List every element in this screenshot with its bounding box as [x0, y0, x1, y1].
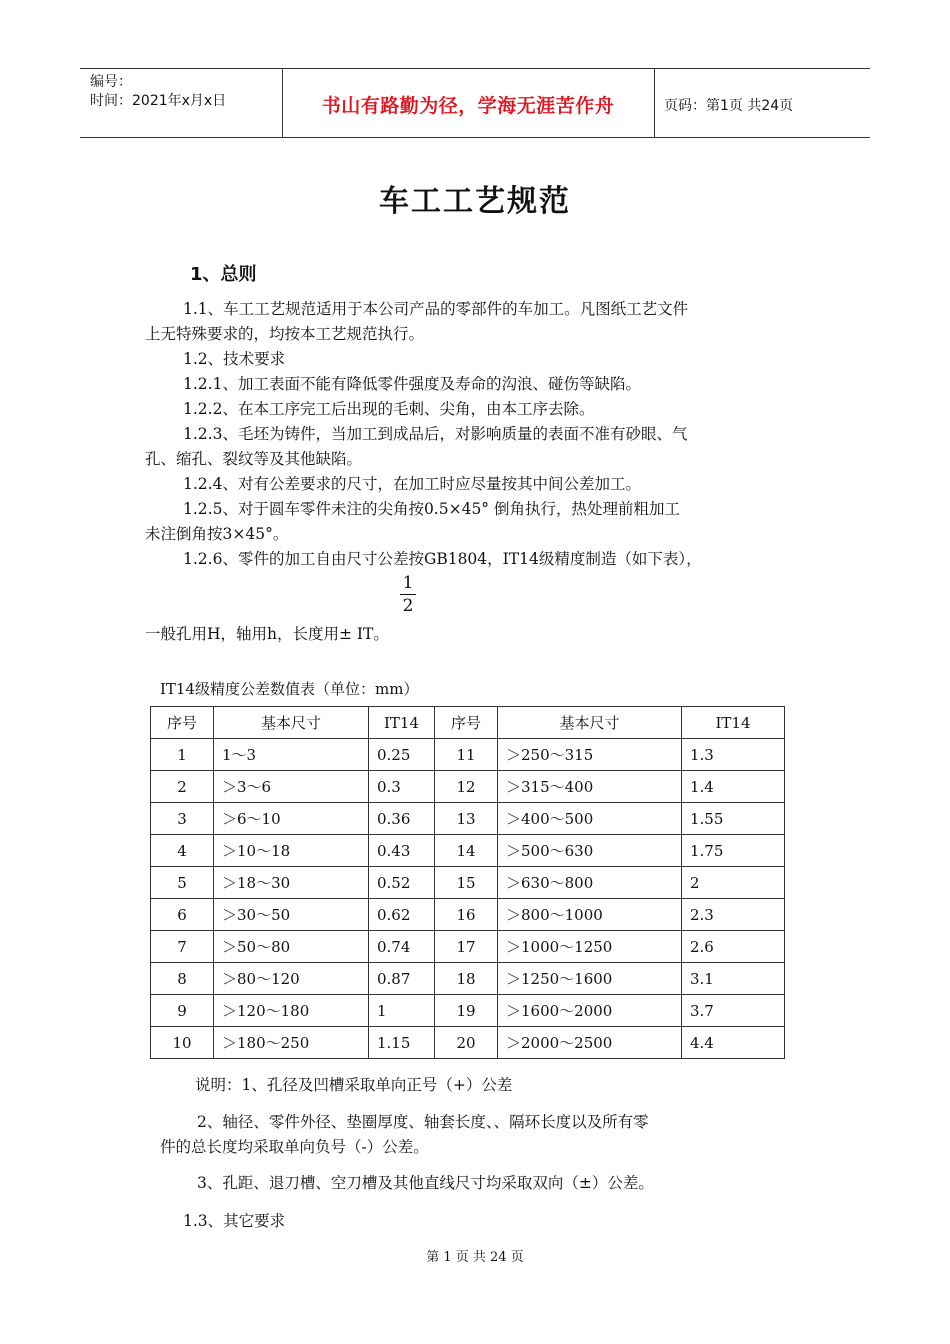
- table-cell: ＞80～120: [214, 963, 369, 995]
- table-cell: 0.52: [369, 867, 435, 899]
- table-header-cell: IT14: [369, 707, 435, 739]
- table-cell: 20: [435, 1027, 498, 1059]
- table-cell: 15: [435, 867, 498, 899]
- note-1: 说明：1、孔径及凹槽采取单向正号（+）公差: [195, 1076, 513, 1094]
- tolerance-table: [150, 706, 785, 1059]
- table-header-row: [151, 707, 785, 739]
- text-line: 孔、缩孔、裂纹等及其他缺陷。: [145, 450, 363, 468]
- note-2b: 件的总长度均采取单向负号（-）公差。: [160, 1138, 429, 1156]
- table-cell: 5: [151, 867, 214, 899]
- table-row: [151, 995, 785, 1027]
- code-label: 编号：: [90, 74, 132, 90]
- table-cell: ＞2000～2500: [498, 1027, 682, 1059]
- text-line: 1.2.6、零件的加工自由尺寸公差按GB1804，IT14级精度制造（如下表），: [183, 550, 702, 568]
- table-cell: ＞30～50: [214, 899, 369, 931]
- page-title: 车工工艺规范: [379, 184, 571, 219]
- paragraph-1-2-6-cont: [145, 622, 810, 647]
- table-cell: 1.75: [682, 835, 785, 867]
- table-cell: 19: [435, 995, 498, 1027]
- text-line: 1.1、车工工艺规范适用于本公司产品的零部件的车加工。凡图纸工艺文件: [183, 300, 689, 318]
- text-line: 未注倒角按3×45°。: [145, 525, 289, 543]
- table-cell: ＞10～18: [214, 835, 369, 867]
- table-cell: 10: [151, 1027, 214, 1059]
- table-cell: 2: [682, 867, 785, 899]
- text-line: 1.2.4、对有公差要求的尺寸，在加工时应尽量按其中间公差加工。: [183, 475, 641, 493]
- table-cell: 1: [151, 739, 214, 771]
- paragraph-1-1: [145, 297, 810, 347]
- table-cell: 1.55: [682, 803, 785, 835]
- time-label: 时间：2021年x月x日: [90, 93, 227, 109]
- text-line: 1.2.1、加工表面不能有降低零件强度及寿命的沟浪、碰伤等缺陷。: [183, 375, 641, 393]
- table-cell: 0.3: [369, 771, 435, 803]
- header-meta: [90, 73, 280, 111]
- table-cell: 0.36: [369, 803, 435, 835]
- note-2a: 2、轴径、零件外径、垫圈厚度、轴套长度、、隔环长度以及所有零: [197, 1113, 649, 1131]
- table-cell: 1.4: [682, 771, 785, 803]
- header-page-info: 页码：第1页 共24页: [664, 98, 794, 114]
- table-cell: 16: [435, 899, 498, 931]
- table-cell: 3.7: [682, 995, 785, 1027]
- table-row: [151, 899, 785, 931]
- table-cell: 0.74: [369, 931, 435, 963]
- table-cell: 0.62: [369, 899, 435, 931]
- table-cell: 14: [435, 835, 498, 867]
- table-row: [151, 739, 785, 771]
- text-line: 1.2.2、在本工序完工后出现的毛刺、尖角，由本工序去除。: [183, 400, 595, 418]
- table-row: [151, 963, 785, 995]
- table-cell: 3: [151, 803, 214, 835]
- table-caption: IT14级精度公差数值表（单位：mm）: [160, 680, 419, 698]
- table-cell: 1～3: [214, 739, 369, 771]
- table-cell: 2.3: [682, 899, 785, 931]
- table-cell: 1: [369, 995, 435, 1027]
- table-header-cell: IT14: [682, 707, 785, 739]
- page-footer: 第 1 页 共 24 页: [426, 1250, 524, 1265]
- document-header: [80, 68, 870, 138]
- table-cell: 12: [435, 771, 498, 803]
- table-header-cell: 序号: [151, 707, 214, 739]
- table-cell: 3.1: [682, 963, 785, 995]
- fraction-numerator: 1: [402, 573, 414, 593]
- table-cell: ＞1600～2000: [498, 995, 682, 1027]
- table-cell: ＞18～30: [214, 867, 369, 899]
- table-cell: 7: [151, 931, 214, 963]
- note-3: 3、孔距、退刀槽、空刀槽及其他直线尺寸均采取双向（±）公差。: [197, 1174, 654, 1192]
- table-cell: ＞50～80: [214, 931, 369, 963]
- table-cell: 2: [151, 771, 214, 803]
- header-divider: [654, 69, 655, 137]
- table-cell: ＞180～250: [214, 1027, 369, 1059]
- table-cell: ＞120～180: [214, 995, 369, 1027]
- text-line: 1.2、技术要求: [183, 350, 286, 368]
- table-cell: ＞630～800: [498, 867, 682, 899]
- table-row: [151, 867, 785, 899]
- table-cell: 8: [151, 963, 214, 995]
- table-header-cell: 序号: [435, 707, 498, 739]
- table-cell: 9: [151, 995, 214, 1027]
- table-cell: ＞3～6: [214, 771, 369, 803]
- table-cell: 0.43: [369, 835, 435, 867]
- table-cell: ＞315～400: [498, 771, 682, 803]
- text-line: 1.2.5、对于圆车零件未注的尖角按0.5×45° 倒角执行，热处理前粗加工: [183, 500, 680, 518]
- table-cell: ＞6～10: [214, 803, 369, 835]
- text-line: 上无特殊要求的，均按本工艺规范执行。: [145, 325, 425, 343]
- paragraph-1-2: [145, 347, 810, 572]
- table-cell: 13: [435, 803, 498, 835]
- table-cell: ＞800～1000: [498, 899, 682, 931]
- table-cell: 0.87: [369, 963, 435, 995]
- table-cell: 4.4: [682, 1027, 785, 1059]
- table-row: [151, 931, 785, 963]
- table-cell: 0.25: [369, 739, 435, 771]
- table-header-cell: 基本尺寸: [214, 707, 369, 739]
- table-cell: 11: [435, 739, 498, 771]
- table-cell: ＞1250～1600: [498, 963, 682, 995]
- table-row: [151, 771, 785, 803]
- table-cell: ＞400～500: [498, 803, 682, 835]
- table-cell: 18: [435, 963, 498, 995]
- table-row: [151, 835, 785, 867]
- fraction-half: [398, 572, 418, 617]
- table-cell: 1.3: [682, 739, 785, 771]
- text-line: 一般孔用H，轴用h，长度用± IT。: [145, 625, 389, 643]
- text-line: 1.2.3、毛坯为铸件，当加工到成品后，对影响质量的表面不准有砂眼、气: [183, 425, 688, 443]
- header-motto: 书山有路勤为径，学海无涯苦作舟: [321, 95, 615, 117]
- table-cell: 2.6: [682, 931, 785, 963]
- table-cell: ＞1000～1250: [498, 931, 682, 963]
- table-cell: ＞500～630: [498, 835, 682, 867]
- table-header-cell: 基本尺寸: [498, 707, 682, 739]
- fraction-denominator: 2: [402, 596, 414, 616]
- section-heading: 1、总则: [190, 264, 257, 285]
- paragraph-1-3: 1.3、其它要求: [183, 1212, 286, 1230]
- table-cell: 17: [435, 931, 498, 963]
- table-row: [151, 1027, 785, 1059]
- table-cell: ＞250～315: [498, 739, 682, 771]
- table-row: [151, 803, 785, 835]
- table-cell: 4: [151, 835, 214, 867]
- table-cell: 6: [151, 899, 214, 931]
- table-cell: 1.15: [369, 1027, 435, 1059]
